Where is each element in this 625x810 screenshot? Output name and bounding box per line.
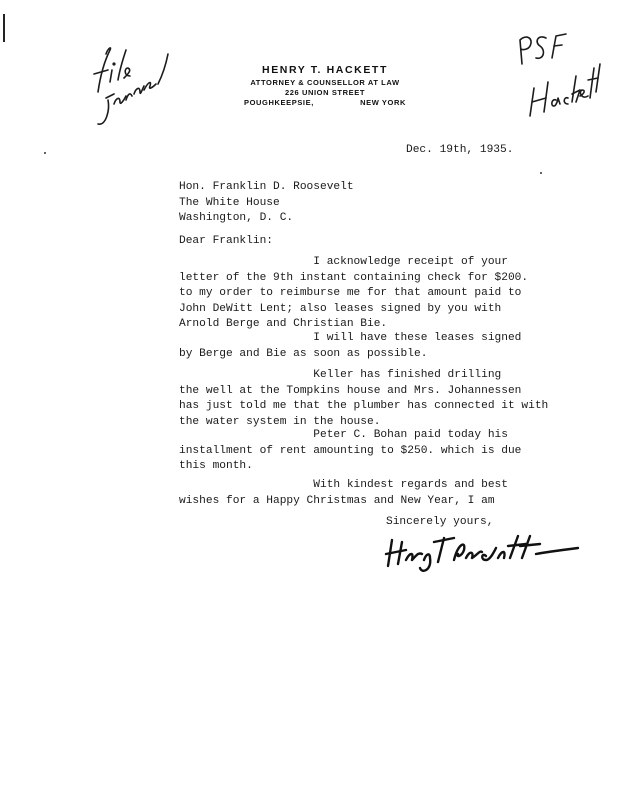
letterhead-name: HENRY T. HACKETT [262, 64, 388, 76]
body-paragraph: With kindest regards and best wishes for a Happy Christmas and New Year, I am [179, 479, 508, 507]
closing: Sincerely yours, [386, 516, 494, 528]
recipient-line: Washington, D. C. [179, 212, 294, 224]
recipient-line: Hon. Franklin D. Roosevelt [179, 181, 354, 193]
recipient-line: The White House [179, 196, 280, 209]
recipient-address [179, 180, 354, 227]
body-paragraph: Keller has finished drilling the well at the Tompkins house and Mrs. Johannessen has just told me that the plumber has connected it with the water system in the house. [179, 369, 549, 428]
scan-speck [540, 172, 542, 174]
letterhead [240, 64, 410, 107]
body-paragraph: Peter C. Bohan paid today his installment of rent amounting to $250. which is due this month. [179, 429, 522, 472]
letter-date: Dec. 19th, 1935. [406, 144, 514, 156]
body-paragraph: I acknowledge receipt of your letter of the 9th instant containing check for $200. to my order to reimburse me for that amount paid to John DeWitt Lent; also leases signed by you with Arnold Berge and Christian Bie. [179, 256, 529, 330]
letterhead-street: 226 UNION STREET [284, 88, 366, 97]
scan-speck [44, 152, 46, 154]
scan-edge-mark [3, 14, 5, 42]
letterhead-city-line [240, 98, 410, 107]
letterhead-title: ATTORNEY & COUNSELLOR AT LAW [250, 78, 400, 87]
body-paragraph: I will have these leases signed by Berge and Bie as soon as possible. [179, 332, 522, 360]
handwritten-psf-hackett-note [508, 24, 603, 124]
letterhead-state: NEW YORK [360, 98, 406, 107]
handwritten-signature [382, 530, 582, 575]
letterhead-city: POUGHKEEPSIE, [244, 98, 314, 107]
salutation: Dear Franklin: [179, 235, 273, 247]
handwritten-file-journal-note [80, 40, 190, 130]
